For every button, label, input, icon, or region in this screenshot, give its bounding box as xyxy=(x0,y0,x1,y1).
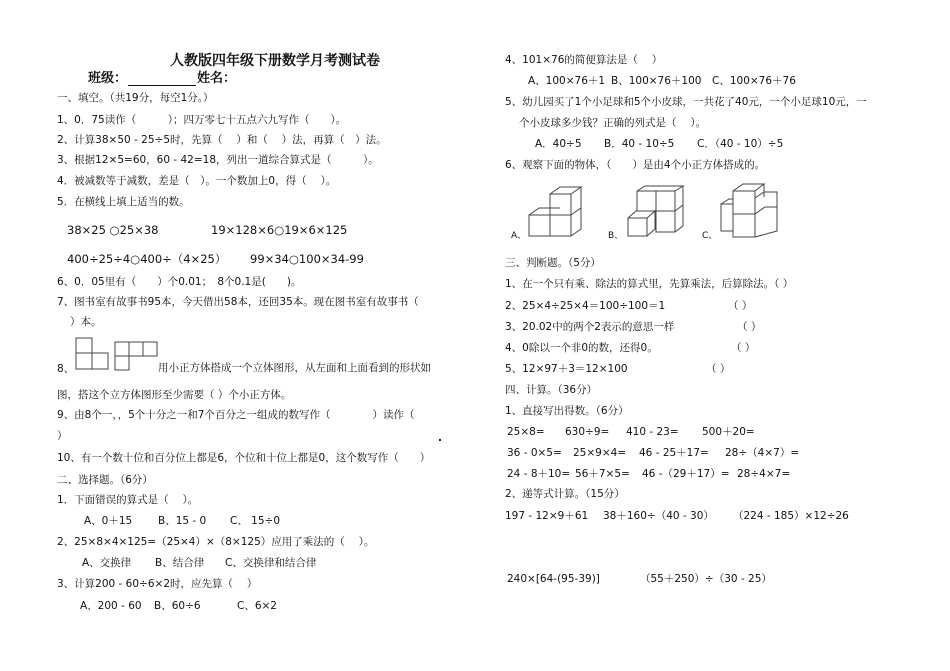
section-heading: 一、填空。（共19分，每空1分。） xyxy=(57,92,214,104)
question: 4、101×76的简便算法是（ ） xyxy=(505,54,663,66)
page-title: 人教版四年级下册数学月考测试卷 xyxy=(170,53,380,69)
oral-calc: 28÷（4×7）= xyxy=(725,447,800,459)
stepwise-calc: 38＋160÷（40 - 30） xyxy=(603,510,714,522)
oral-calc: 36 - 0×5= xyxy=(507,447,562,459)
oral-calc: 28÷4×7= xyxy=(737,468,791,480)
section-heading: 三、判断题。（5分） xyxy=(505,257,601,269)
option: A、0＋15 xyxy=(84,515,133,527)
option: C、100×76＋76 xyxy=(712,75,796,87)
oral-calc: 24 - 8＋10= xyxy=(507,468,571,480)
cube-figure-c xyxy=(721,181,791,239)
judgment-item: 4、0除以一个非0的数，还得0。 xyxy=(505,342,658,354)
option: C、 15÷0 xyxy=(230,515,281,527)
oral-calc: 46 -（29＋17）= xyxy=(642,468,730,480)
answer-paren[interactable]: （ ） xyxy=(737,321,762,333)
question: 2、计算38×50 - 25÷5时，先算（ ）和（ ）法，再算（ ）法。 xyxy=(57,134,387,146)
class-blank[interactable] xyxy=(128,73,196,86)
option: A、100×76＋1 xyxy=(528,75,606,87)
judgment-item: 1、在一个只有乘、除法的算式里，先算乘法，后算除法。（ ） xyxy=(505,278,794,290)
question: 1、0．75读作（ ）；四万零七十五点六九写作（ ）。 xyxy=(57,114,347,126)
question: 1．下面错误的算式是（ ）。 xyxy=(57,494,199,506)
question: 6、0．05里有（ ）个0.01； 8个0.1是( )。 xyxy=(57,276,302,288)
cube-figure-a xyxy=(529,185,599,237)
question-continuation: 图，搭这个立方体图形至少需要（ ）个小正方体。 xyxy=(57,389,292,401)
question: 5．在横线上填上适当的数。 xyxy=(57,196,190,208)
oral-calc: 56＋7×5= xyxy=(575,468,630,480)
section-heading: 二、选择题。（6分） xyxy=(57,474,153,486)
question: 3、根据12×5=60，60 - 42=18，列出一道综合算式是（ ）。 xyxy=(57,154,379,166)
stepwise-calc: （224 - 185）×12÷26 xyxy=(733,510,849,522)
oral-calc: 630÷9= xyxy=(565,426,610,438)
option: A．40÷5 xyxy=(535,138,582,150)
stepwise-calc: 240×[64-(95-39)] xyxy=(507,573,600,585)
option: C、交换律和结合律 xyxy=(225,557,317,569)
judgment-item: 2、25×4÷25×4＝100÷100＝1 xyxy=(505,300,666,312)
question: 9、由8个一，，5个十分之一和7个百分之一组成的数写作（ ）读作（ xyxy=(57,409,415,421)
answer-paren[interactable]: （ ） xyxy=(706,363,731,375)
question: 用小正方体搭成一个立体图形，从左面和上面看到的形状如 xyxy=(158,362,431,374)
question-continuation: ） xyxy=(57,430,68,442)
subsection-heading: 2、递等式计算。（15分） xyxy=(505,488,625,500)
comparison-expr: 38×25 ○25×38 xyxy=(67,223,159,237)
oral-calc: 25×9×4= xyxy=(573,447,627,459)
option: B、100×76＋100 xyxy=(611,75,702,87)
option: A、交换律 xyxy=(82,557,132,569)
oral-calc: 410 - 23= xyxy=(626,426,679,438)
answer-paren[interactable]: （ ） xyxy=(728,300,753,312)
oral-calc: 25×8= xyxy=(507,426,545,438)
oral-calc: 500＋20= xyxy=(702,426,755,438)
option: C．（40 - 10）÷5 xyxy=(697,138,784,150)
name-label: 姓名： xyxy=(197,71,237,86)
option-label: C、 xyxy=(702,231,718,241)
question-number: 8、 xyxy=(57,363,75,375)
option-label: B、 xyxy=(608,231,624,241)
option-label: A、 xyxy=(511,231,527,241)
stepwise-calc: （55＋250）÷（30 - 25） xyxy=(640,573,772,585)
comparison-expr: 400÷25÷4○400÷（4×25） xyxy=(67,252,227,266)
question: 10、有一个数十位和百分位上都是6，个位和十位上都是0，这个数写作（ ） xyxy=(57,452,431,464)
oral-calc: 46 - 25＋17= xyxy=(639,447,709,459)
question-continuation: 个小皮球多少钱？正确的列式是（ ）。 xyxy=(519,117,707,129)
comparison-expr: 19×128×6○19×6×125 xyxy=(211,223,348,237)
option: B．40 - 10÷5 xyxy=(604,138,675,150)
judgment-item: 5、12×97＋3＝12×100 xyxy=(505,363,628,375)
judgment-item: 3、20.02中的两个2表示的意思一样 xyxy=(505,321,675,333)
question: 5、幼儿园买了1个小足球和5个小皮球，一共花了40元，一个小足球10元，一 xyxy=(505,96,867,108)
question: 6、观察下面的物体，（ ）是由4个小正方体搭成的。 xyxy=(505,159,766,171)
cube-figure-b xyxy=(628,185,698,237)
stray-dot: . xyxy=(438,432,442,444)
option: C、6×2 xyxy=(237,600,277,612)
question-continuation: ）本。 xyxy=(70,316,102,328)
left-view-figure xyxy=(76,338,110,372)
question: 3、计算200 - 60÷6×2时，应先算（ ） xyxy=(57,578,258,590)
class-label: 班级： xyxy=(88,71,128,86)
question: 7、图书室有故事书95本，今天借出58本，还回35本。现在图书室有故事书（ xyxy=(57,296,419,308)
option: B、15 - 0 xyxy=(158,515,207,527)
option: B、结合律 xyxy=(155,557,205,569)
question: 4．被减数等于减数，差是（ ）。一个数加上0，得（ ）。 xyxy=(57,175,337,187)
option: A、200 - 60 xyxy=(80,600,142,612)
top-view-figure xyxy=(115,342,161,372)
student-info-line xyxy=(88,72,236,86)
stepwise-calc: 197 - 12×9＋61 xyxy=(505,510,589,522)
option: B、60÷6 xyxy=(154,600,201,612)
comparison-expr: 99×34○100×34-99 xyxy=(250,252,364,266)
question: 2、25×8×4×125=（25×4）×（8×125）应用了乘法的（ ）。 xyxy=(57,536,375,548)
subsection-heading: 1、直接写出得数。（6分） xyxy=(505,405,629,417)
section-heading: 四、计算。（36分） xyxy=(505,384,598,396)
answer-paren[interactable]: （ ） xyxy=(731,342,756,354)
